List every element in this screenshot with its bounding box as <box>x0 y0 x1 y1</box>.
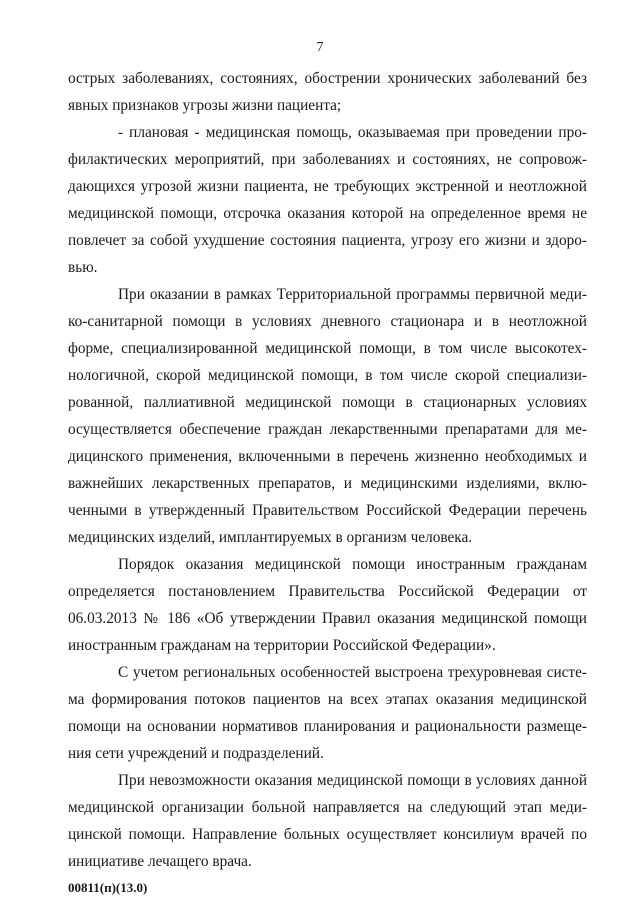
paragraph-line: При невозможности оказания медицинской помощи в условиях данной <box>118 772 587 789</box>
paragraph-line: медицинской организации больной направляется на следующий этап меди- <box>68 799 587 816</box>
document-code: 00811(п)(13.0) <box>68 880 148 895</box>
paragraph-line: рованной, паллиативной медицинской помощи в стационарных условиях <box>68 394 587 411</box>
paragraph-line: осуществляется обеспечение граждан лекарственными препаратами для ме- <box>68 421 587 438</box>
paragraph-line: определяется постановлением Правительства Российской Федерации от <box>68 583 587 600</box>
paragraph-line: медицинских изделий, имплантируемых в организм человека. <box>68 529 473 546</box>
paragraph-line: - плановая - медицинская помощь, оказываемая при проведении про- <box>118 124 587 141</box>
paragraph-line: Порядок оказания медицинской помощи иностранным гражданам <box>118 556 587 573</box>
paragraph-line: дающихся угрозой жизни пациента, не требующих экстренной и неотложной <box>68 178 587 195</box>
paragraph-line: При оказании в рамках Территориальной программы первичной меди- <box>118 286 587 303</box>
paragraph-line: вью. <box>68 259 98 276</box>
paragraph-line: ма формирования потоков пациентов на всех этапах оказания медицинской <box>68 691 587 708</box>
paragraph-line: форме, специализированной медицинской помощи, в том числе высокотех- <box>68 340 587 357</box>
paragraph-line: 06.03.2013 № 186 «Об утверждении Правил оказания медицинской помощи <box>68 610 587 627</box>
paragraph-line: ния сети учреждений и подразделений. <box>68 745 324 762</box>
paragraph-line: инициативе лечащего врача. <box>68 853 252 870</box>
paragraph-line: иностранным гражданам на территории Российской Федерации». <box>68 637 496 654</box>
paragraph-line: острых заболеваниях, состояниях, обострении хронических заболеваний без <box>68 70 587 87</box>
paragraph-line: важнейших лекарственных препаратов, и медицинскими изделиями, вклю- <box>68 475 587 492</box>
paragraph-line: ченными в утвержденный Правительством Российской Федерации перечень <box>68 502 587 519</box>
paragraph-line: С учетом региональных особенностей выстроена трехуровневая систе- <box>118 664 587 681</box>
page-number: 7 <box>316 40 324 55</box>
paragraph-line: ко-санитарной помощи в условиях дневного стационара и в неотложной <box>68 313 587 330</box>
paragraph-line: явных признаков угрозы жизни пациента; <box>68 97 342 114</box>
paragraph-line: нологичной, скорой медицинской помощи, в том числе скорой специализи- <box>68 367 587 384</box>
paragraph-line: цинской помощи. Направление больных осуществляет консилиум врачей по <box>68 826 587 843</box>
paragraph-line: филактических мероприятий, при заболеваниях и состояниях, не сопровож- <box>68 151 587 168</box>
paragraph-line: повлечет за собой ухудшение состояния пациента, угрозу его жизни и здоро- <box>68 232 587 249</box>
paragraph-line: дицинского применения, включенными в перечень жизненно необходимых и <box>68 448 587 465</box>
paragraph-line: медицинской помощи, отсрочка оказания которой на определенное время не <box>68 205 587 222</box>
paragraph-line: помощи на основании нормативов планирования и рациональности размеще- <box>68 718 587 735</box>
